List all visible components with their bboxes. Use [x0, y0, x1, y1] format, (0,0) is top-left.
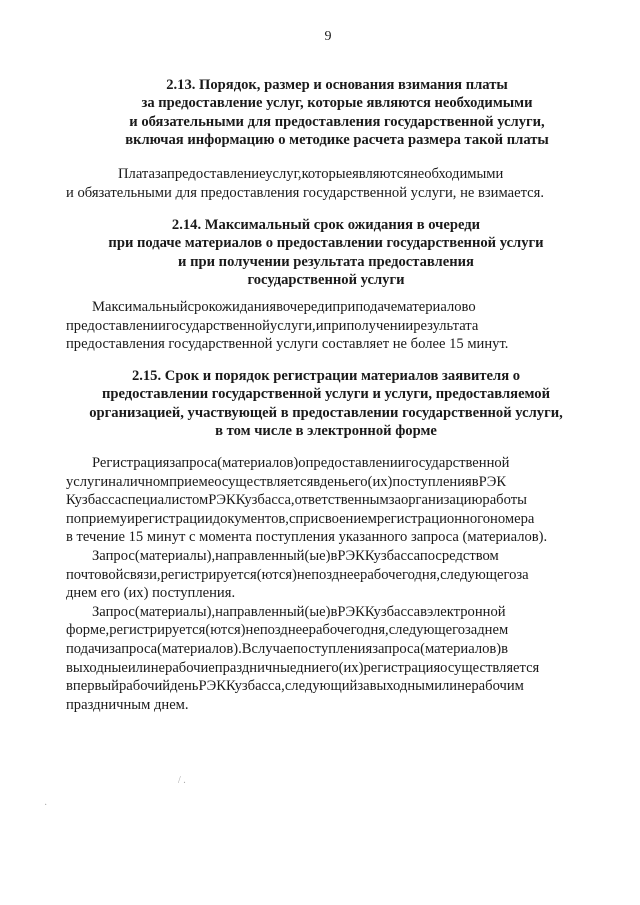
word: запроса	[169, 455, 218, 471]
word: Кузбасса	[364, 603, 421, 620]
paragraph-line: праздничным днем.	[66, 696, 189, 713]
word: предоставлении	[66, 317, 166, 334]
word: следующий	[284, 678, 358, 695]
word: в	[313, 473, 320, 490]
section-heading	[92, 76, 582, 150]
word: при	[332, 299, 356, 315]
word: регистрационного	[376, 510, 491, 527]
paragraph-line	[66, 640, 583, 659]
word: являются	[352, 166, 410, 182]
word: в	[330, 603, 338, 620]
heading-line: и обязательными для предоставления государственной услуги,	[129, 113, 545, 130]
section-2-14	[66, 216, 586, 290]
paragraph-line	[66, 491, 583, 510]
paragraph-line: в течение 15 минут с момента поступления указанного запроса (материалов).	[66, 529, 548, 546]
word: первый	[72, 678, 119, 695]
word: выходным	[369, 678, 435, 695]
word: подачи	[66, 640, 110, 657]
word: организацию	[400, 492, 483, 509]
section-heading	[66, 367, 586, 441]
word: РЭК	[337, 603, 365, 620]
word: (их)	[367, 473, 393, 490]
word: осуществляется	[440, 659, 540, 676]
word: очереди	[282, 299, 333, 315]
heading-line: 2.14. Максимальный срок ожидания в очереди	[171, 217, 481, 233]
word: с	[288, 510, 296, 527]
paragraph-line	[66, 677, 583, 696]
word: (материалов).	[157, 640, 242, 657]
section-heading	[66, 216, 586, 290]
word: присвоением	[295, 510, 377, 527]
word: номера	[490, 510, 535, 527]
paragraph-continuation	[66, 184, 586, 203]
word: приему	[81, 510, 128, 527]
word: в	[330, 547, 338, 564]
heading-line: 2.15. Срок и порядок регистрации материалов заявителя о	[131, 368, 521, 384]
word: о	[468, 299, 476, 315]
word: которые	[301, 166, 353, 182]
paragraph-line	[66, 603, 583, 622]
word: Кузбасса	[364, 547, 420, 564]
word: В	[241, 640, 252, 657]
word: днем	[477, 622, 509, 639]
word: в	[276, 299, 283, 315]
paragraph	[92, 165, 582, 184]
word: форме,	[66, 622, 110, 639]
word: направленный(ые)	[215, 547, 331, 564]
word: при	[323, 317, 347, 334]
word: посредством	[419, 547, 499, 564]
word: подаче	[355, 299, 398, 315]
heading-line: при подаче материалов о предоставлении государственной услуги	[108, 235, 544, 252]
word: рабочего	[308, 622, 364, 639]
word: поступления	[392, 473, 472, 490]
paragraph-line	[66, 510, 583, 529]
paragraph-line	[66, 659, 583, 678]
word: получении	[346, 317, 414, 334]
word: о	[298, 455, 306, 471]
word: не	[245, 622, 260, 639]
word: день	[170, 678, 199, 695]
word: регистрация	[363, 659, 441, 676]
word: за	[388, 492, 401, 509]
word: запроса	[109, 640, 158, 657]
paragraph	[66, 454, 583, 547]
word: материалов	[397, 299, 469, 315]
word: результата	[413, 317, 479, 334]
word: позднее	[311, 566, 361, 583]
paragraph-line	[66, 547, 583, 566]
heading-line: за предоставление услуг, которые являются необходимыми	[141, 95, 533, 112]
paragraph	[66, 603, 583, 715]
word: нерабочие	[150, 659, 215, 676]
word: РЭК	[198, 678, 226, 695]
heading-line: включая информацию о методике расчета размера такой платы	[125, 132, 549, 149]
paragraph-line	[66, 566, 583, 585]
word: (материалы),	[134, 547, 216, 564]
paragraph-line	[66, 621, 583, 640]
word: РЭК	[478, 473, 507, 490]
word: (материалов)	[420, 640, 502, 657]
word: регистрации	[134, 510, 213, 527]
word: позднее	[259, 622, 309, 639]
section-2-14-body	[66, 298, 583, 354]
section-2-15	[66, 367, 586, 441]
word: Регистрация	[92, 455, 170, 471]
paragraph-line	[66, 317, 583, 336]
word: осуществляется	[214, 473, 314, 490]
paragraph	[66, 547, 583, 603]
word: почтовой	[66, 566, 124, 583]
paragraph	[66, 298, 583, 354]
heading-line: организацией, участвующей в предоставлении государственной услуги,	[89, 404, 563, 421]
section-2-15-body	[66, 454, 583, 714]
word: и	[315, 317, 324, 334]
word: личном	[122, 473, 170, 490]
word: за	[465, 622, 478, 639]
heading-line: предоставлении государственной услуги и услуги, предоставляемой	[101, 386, 551, 403]
word: в	[420, 603, 428, 620]
word: запроса	[372, 640, 421, 657]
word: Кузбасса	[66, 492, 122, 509]
paragraph-line: и обязательными для предоставления государственной услуги, не взимается.	[66, 185, 544, 201]
word: Максимальный	[92, 299, 188, 315]
word: связи,	[123, 566, 161, 583]
heading-line: в том числе в электронной форме	[215, 423, 437, 440]
word: услуги,	[269, 317, 316, 334]
word: на	[108, 473, 123, 490]
paragraph-line	[66, 473, 583, 492]
word: ожидания	[215, 299, 277, 315]
word: государственной	[165, 317, 270, 334]
section-2-13-body	[92, 165, 582, 184]
word: поступления	[292, 640, 373, 657]
heading-line: и при получении результата предоставления	[178, 253, 474, 270]
word: работы	[482, 492, 527, 509]
word: дня,	[363, 622, 389, 639]
heading-line: государственной услуги	[247, 272, 405, 289]
word: нерабочим	[457, 678, 524, 695]
word: предоставление	[167, 166, 266, 182]
word: (материалы),	[134, 603, 216, 620]
word: его(их)	[319, 659, 364, 676]
word: выходные	[66, 659, 128, 676]
word: следующего	[388, 622, 465, 639]
word: (материалов)	[217, 455, 299, 471]
word: в	[471, 473, 479, 490]
word: в	[66, 678, 73, 695]
word: приеме	[169, 473, 215, 490]
word: за	[357, 678, 370, 695]
word: праздничные	[214, 659, 297, 676]
word: направленный(ые)	[215, 603, 331, 620]
word: за	[154, 166, 168, 182]
paragraph-line	[66, 298, 583, 317]
word: и	[127, 510, 135, 527]
word: не	[296, 566, 312, 583]
word: регистрируется(ются)	[160, 566, 297, 583]
word: его	[348, 473, 368, 490]
word: специалистом	[121, 492, 209, 509]
word: ответственным	[294, 492, 389, 509]
word: или	[127, 659, 151, 676]
word: в	[501, 640, 509, 657]
word: следующего	[440, 566, 517, 583]
word: услуги	[66, 473, 109, 490]
paragraph-line: днем его (их) поступления.	[66, 585, 236, 602]
section-2-13	[92, 76, 582, 150]
word: Запрос	[92, 603, 135, 620]
word: Запрос	[92, 547, 135, 564]
word: день	[319, 473, 349, 490]
word: за	[516, 566, 529, 583]
section-2-13-body-cont	[66, 184, 586, 203]
word: необходимыми	[409, 166, 504, 182]
word: срок	[187, 299, 215, 315]
word: Плата	[118, 166, 155, 182]
heading-line: 2.13. Порядок, размер и основания взимания платы	[166, 77, 508, 93]
word: дни	[296, 659, 320, 676]
word: регистрируется(ются)	[109, 622, 246, 639]
word: электронной	[427, 603, 506, 620]
word: услуг,	[265, 166, 302, 182]
word: государственной	[405, 455, 510, 471]
word: Кузбасса,	[225, 678, 285, 695]
word: дня,	[414, 566, 441, 583]
page-number: 9	[324, 29, 332, 44]
paragraph-line	[92, 165, 582, 184]
word: или	[434, 678, 458, 695]
scan-artifact: / .	[178, 775, 186, 786]
word: по	[66, 510, 82, 527]
word: рабочего	[360, 566, 415, 583]
word: РЭК	[208, 492, 236, 509]
word: предоставлении	[305, 455, 406, 471]
word: Кузбасса,	[235, 492, 295, 509]
word: документов,	[212, 510, 289, 527]
paragraph-line	[66, 454, 583, 473]
word: случае	[251, 640, 293, 657]
word: РЭК	[337, 547, 365, 564]
word: рабочий	[119, 678, 171, 695]
paragraph-line: предоставления государственной услуги составляет не более 15 минут.	[66, 336, 509, 353]
scan-artifact: ·	[44, 800, 48, 811]
